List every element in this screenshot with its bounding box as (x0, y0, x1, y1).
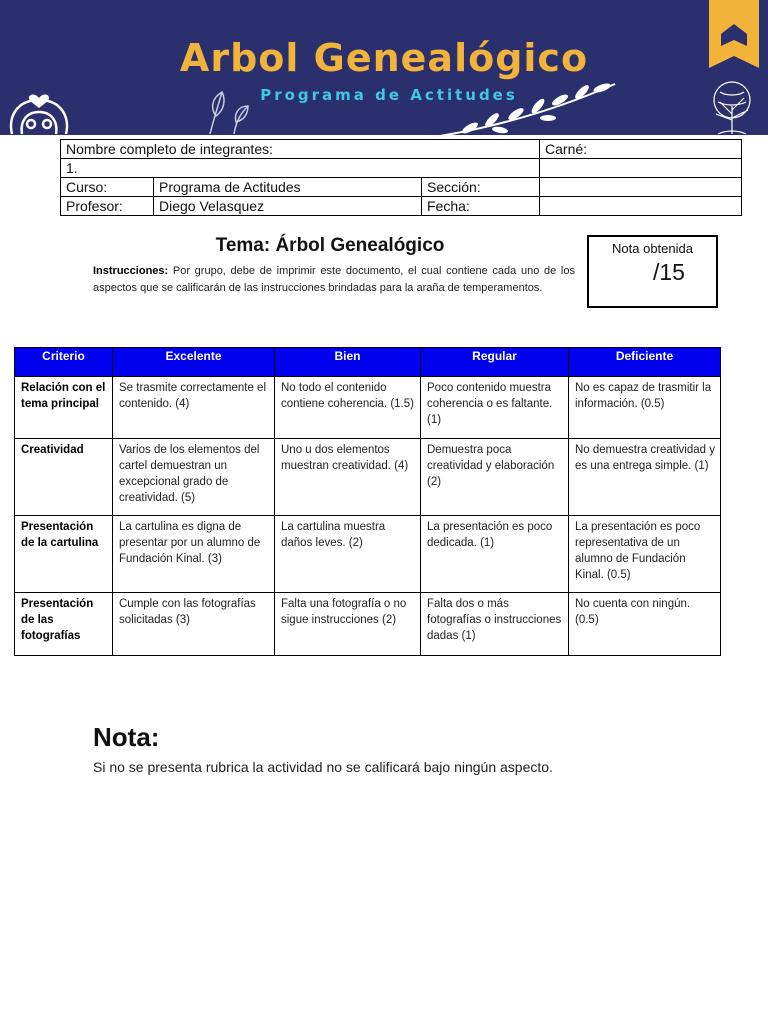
instructions-label: Instrucciones: (93, 265, 169, 277)
olive-branch-icon (440, 78, 620, 135)
heart-logo-icon (4, 88, 74, 135)
carne-label: Carné: (540, 140, 742, 159)
leaf-decoration-icon (200, 88, 260, 134)
table-row (15, 377, 721, 439)
rubric-cell: Falta dos o más fotografías o instrucciones dadas (1) (421, 593, 569, 656)
table-row (15, 439, 721, 516)
header-bien: Bien (275, 348, 421, 377)
table-row (15, 593, 721, 656)
score-value: /15 (653, 259, 685, 285)
criterion-cell: Relación con el tema principal (15, 377, 113, 439)
table-row (61, 197, 742, 216)
rubric-cell: Falta una fotografía o no sigue instrucciones (2) (275, 593, 421, 656)
rubric-cell: No demuestra creatividad y es una entrega simple. (1) (569, 439, 721, 516)
curso-value: Programa de Actitudes (154, 178, 422, 197)
rubric-cell: Poco contenido muestra coherencia o es faltante. (1) (421, 377, 569, 439)
header-deficiente: Deficiente (569, 348, 721, 377)
header-excelente: Excelente (113, 348, 275, 377)
criterion-cell: Creatividad (15, 439, 113, 516)
rubric-cell: La presentación es poco dedicada. (1) (421, 516, 569, 593)
profesor-label: Profesor: (61, 197, 154, 216)
table-row (61, 140, 742, 159)
criterion-cell: Presentación de las fotografías (15, 593, 113, 656)
score-box (587, 235, 718, 308)
rubric-cell: Varios de los elementos del cartel demuestran un excepcional grado de creatividad. (5) (113, 439, 275, 516)
member-1-field[interactable]: 1. (61, 159, 540, 178)
banner-subtitle: Programa de Actitudes (260, 86, 518, 104)
criterion-cell: Presentación de la cartulina (15, 516, 113, 593)
rubric-cell: Cumple con las fotografías solicitadas (3) (113, 593, 275, 656)
rubric-cell: Se trasmite correctamente el contenido. (4) (113, 377, 275, 439)
rubric-cell: Demuestra poca creatividad y elaboración (2) (421, 439, 569, 516)
header-criterio: Criterio (15, 348, 113, 377)
student-info-table (60, 139, 742, 216)
rubric-cell: Uno u dos elementos muestran creatividad. (4) (275, 439, 421, 516)
tema-title: Tema: Árbol Genealógico (215, 235, 445, 256)
rubric-cell: No todo el contenido contiene coherencia. (1.5) (275, 377, 421, 439)
seccion-field[interactable] (540, 178, 742, 197)
profesor-value: Diego Velasquez (154, 197, 422, 216)
fecha-field[interactable] (540, 197, 742, 216)
rubric-cell: No es capaz de trasmitir la información. (0.5) (569, 377, 721, 439)
banner-title: Arbol Genealógico (179, 36, 589, 80)
seccion-label: Sección: (422, 178, 540, 197)
table-row (61, 159, 742, 178)
header-regular: Regular (421, 348, 569, 377)
bookmark-emblem-icon (709, 0, 759, 68)
note-text: Si no se presenta rubrica la actividad no se calificará bajo ningún aspecto. (93, 759, 553, 775)
curso-label: Curso: (61, 178, 154, 197)
score-label: Nota obtenida (612, 241, 693, 256)
rubric-cell: La presentación es poco representativa de un alumno de Fundación Kinal. (0.5) (569, 516, 721, 593)
names-label: Nombre completo de integrantes: (61, 140, 540, 159)
rubric-table (14, 347, 721, 656)
header-banner (0, 0, 768, 135)
rubric-header-row (15, 348, 721, 377)
instructions (93, 263, 575, 296)
note-title: Nota: (93, 722, 160, 752)
table-row (15, 516, 721, 593)
carne-field[interactable] (540, 159, 742, 178)
fecha-label: Fecha: (422, 197, 540, 216)
instructions-text: Por grupo, debe de imprimir este documento, el cual contiene cada uno de los aspectos que se calificarán de las instrucciones brindadas para la araña de temperamentos. (93, 265, 575, 294)
table-row (61, 178, 742, 197)
rubric-cell: La cartulina es digna de presentar por un alumno de Fundación Kinal. (3) (113, 516, 275, 593)
tree-icon (696, 80, 768, 135)
rubric-cell: No cuenta con ningún. (0.5) (569, 593, 721, 656)
rubric-cell: La cartulina muestra daños leves. (2) (275, 516, 421, 593)
